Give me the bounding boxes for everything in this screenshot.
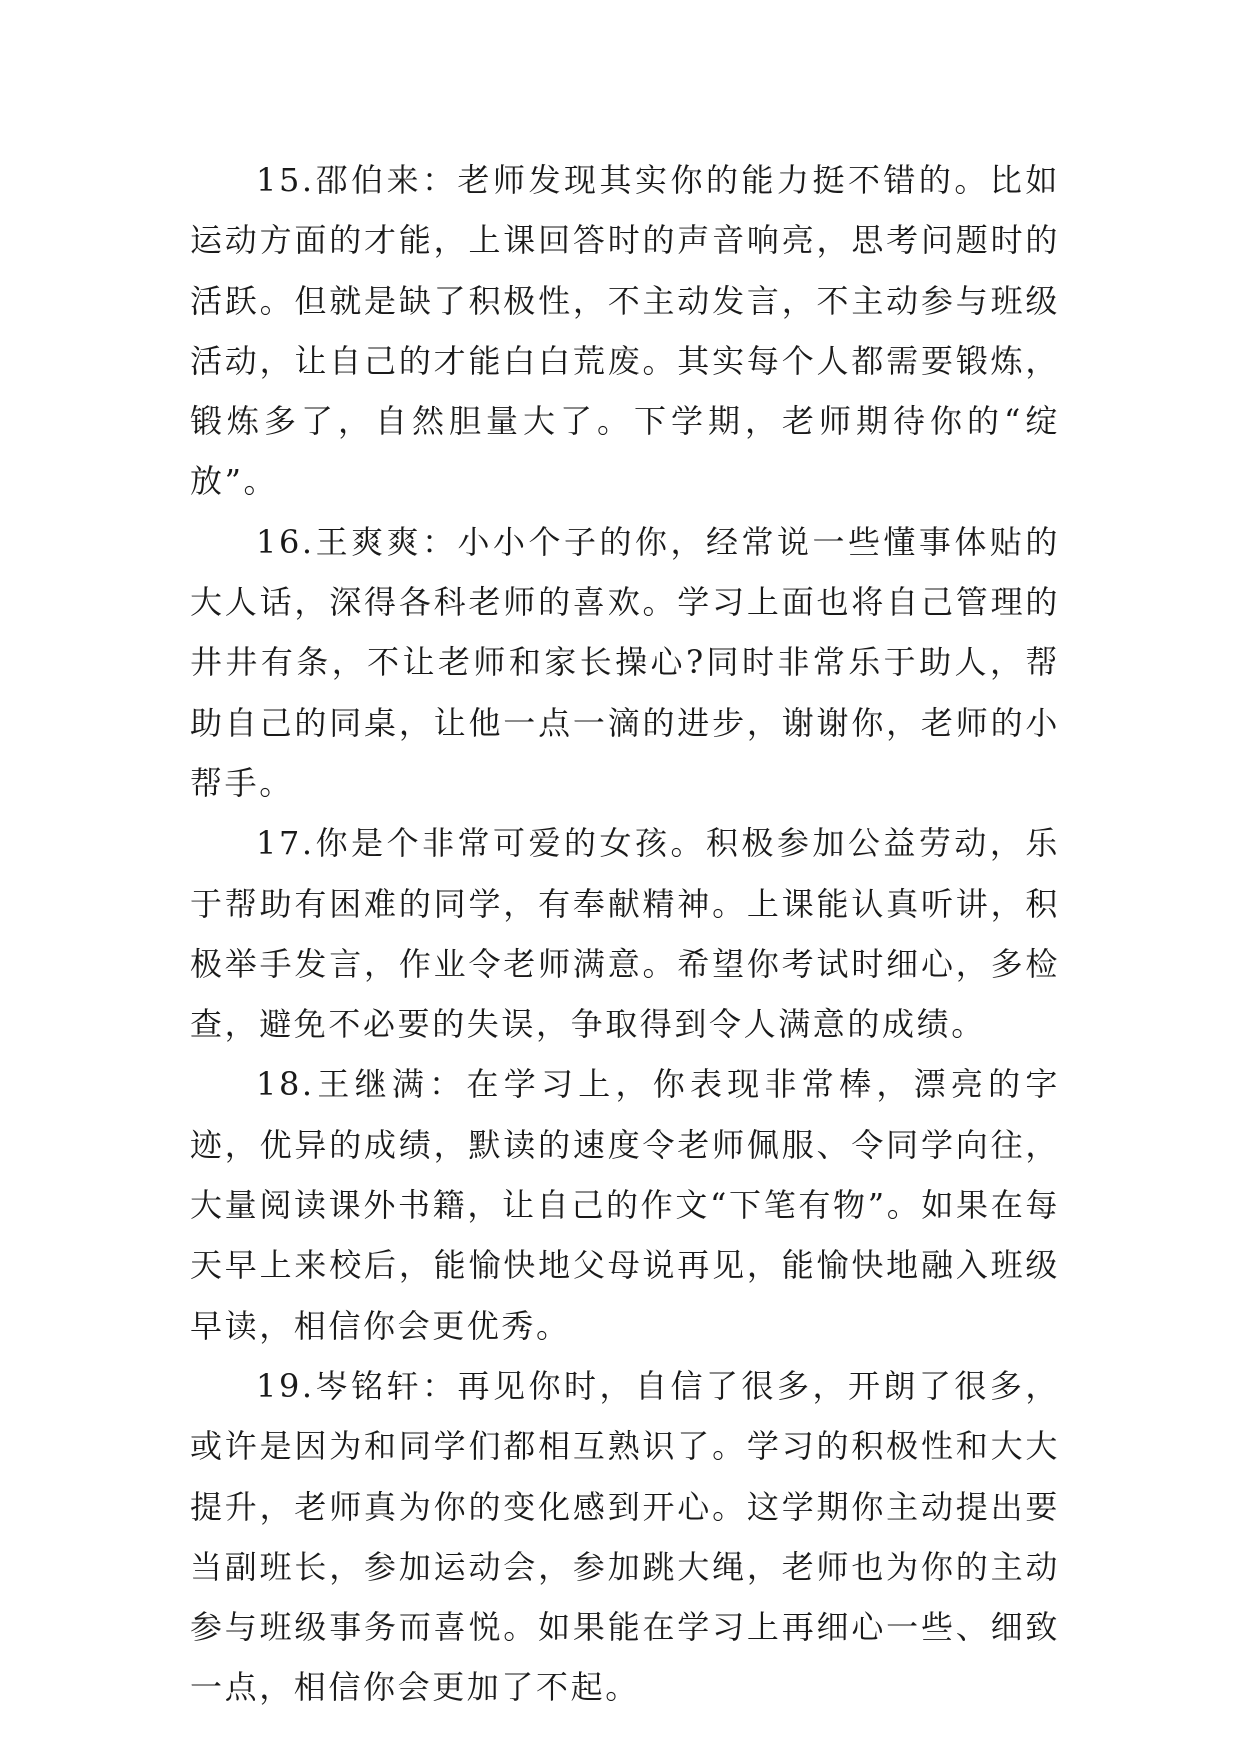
paragraph-text: 岑铭轩：再见你时，自信了很多，开朗了很多，或许是因为和同学们都相互熟识了。学习的积极性和大大提升，老师真为你的变化感到开心。这学期你主动提出要当副班长，参加运动会，参加跳大绳，老师也为你的主动参与班级事务而喜悦。如果能在学习上再细心一些、细致一点，相信你会更加了不起。 <box>190 1366 1060 1707</box>
paragraph-text: 王继满：在学习上，你表现非常棒，漂亮的字迹，优异的成绩，默读的速度令老师佩服、令同学向往，大量阅读课外书籍，让自己的作文“下笔有物”。如果在每天早上来校后，能愉快地父母说再见，能愉快地融入班级早读，相信你会更优秀。 <box>190 1065 1060 1345</box>
paragraph-number: 15. <box>256 161 315 199</box>
paragraph-text: 王爽爽：小小个子的你，经常说一些懂事体贴的大人话，深得各科老师的喜欢。学习上面也将自己管理的井井有条，不让老师和家长操心?同时非常乐于助人，帮助自己的同桌，让他一点一滴的进步，谢谢你，老师的小帮手。 <box>190 522 1060 802</box>
paragraph-number: 18. <box>256 1065 315 1104</box>
comment-paragraph-18 <box>190 1054 1060 1355</box>
comment-paragraph-15 <box>190 150 1060 512</box>
paragraph-number: 16. <box>256 522 315 561</box>
comment-paragraph-19 <box>190 1356 1060 1718</box>
paragraph-text: 邵伯来：老师发现其实你的能力挺不错的。比如运动方面的才能，上课回答时的声音响亮，思考问题时的活跃。但就是缺了积极性，不主动发言，不主动参与班级活动，让自己的才能白白荒废。其实每个人都需要锻炼，锻炼多了，自然胆量大了。下学期，老师期待你的“绽放”。 <box>190 161 1060 501</box>
comment-paragraph-16 <box>190 512 1060 813</box>
paragraph-number: 17. <box>256 824 315 863</box>
paragraph-number: 19. <box>256 1366 315 1405</box>
paragraph-text: 你是个非常可爱的女孩。积极参加公益劳动，乐于帮助有困难的同学，有奉献精神。上课能认真听讲，积极举手发言，作业令老师满意。希望你考试时细心，多检查，避免不必要的失误，争取得到令人满意的成绩。 <box>190 824 1060 1044</box>
document-body <box>190 150 1060 1718</box>
comment-paragraph-17 <box>190 813 1060 1054</box>
